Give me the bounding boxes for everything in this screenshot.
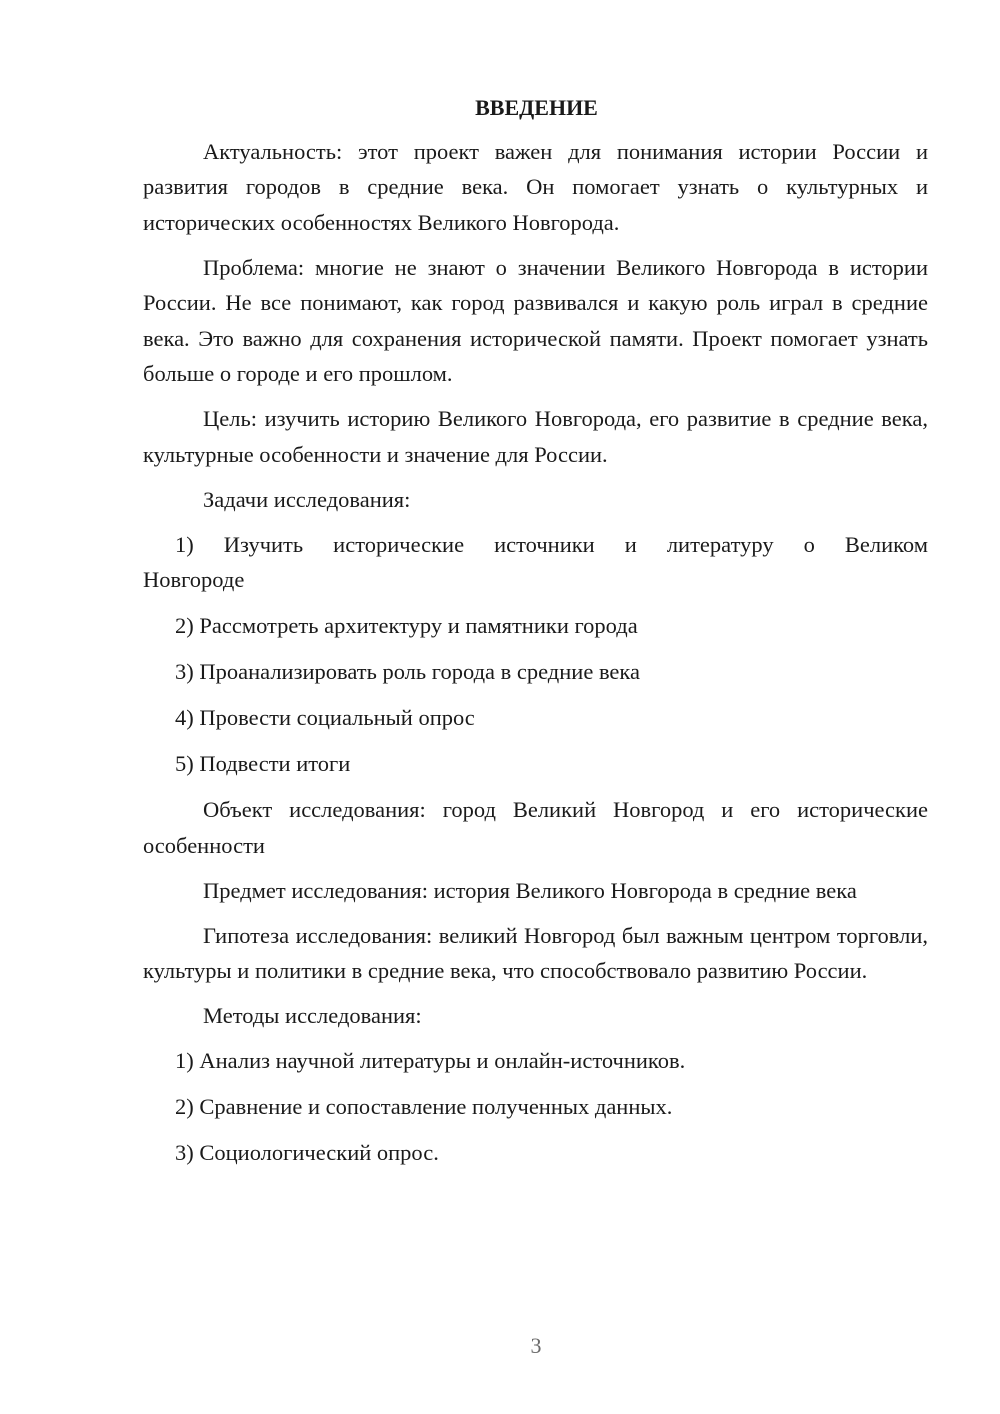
document-page (143, 90, 928, 1181)
task-item-4: 4) Провести социальный опрос (175, 705, 475, 730)
subject-paragraph: Предмет исследования: история Великого Новгорода в средние века (203, 877, 857, 903)
task-item-3: 3) Проанализировать роль города в средние века (175, 659, 640, 684)
object-paragraph: Объект исследования: город Великий Новгород и его исторические особенности (143, 797, 928, 858)
tasks-heading: Задачи исследования: (203, 486, 411, 512)
section-title: ВВЕДЕНИЕ (475, 95, 598, 120)
goal-paragraph: Цель: изучить историю Великого Новгорода, его развитие в средние века, культурные особенности и значение для России. (143, 406, 928, 467)
method-item-2: 2) Сравнение и сопоставление полученных данных. (175, 1094, 673, 1119)
problem-paragraph: Проблема: многие не знают о значении Великого Новгорода в истории России. Не все понимают, как город развивался и какую роль играл в средние века. Это важно для сохранения исторической памяти. Проект помогает узнать больше о городе и его прошлом. (143, 254, 928, 386)
method-item-3: 3) Социологический опрос. (175, 1140, 439, 1165)
page-number: 3 (530, 1333, 542, 1358)
relevance-paragraph: Актуальность: этот проект важен для понимания истории России и развития городов в средние века. Он помогает узнать о культурных и исторических особенностях Великого Новгорода. (143, 138, 928, 235)
task-item-1: 1) Изучить исторические источники и литературу о Великом Новгороде (143, 531, 928, 592)
method-item-1: 1) Анализ научной литературы и онлайн-источников. (175, 1048, 686, 1073)
methods-heading: Методы исследования: (203, 1003, 422, 1028)
task-item-5: 5) Подвести итоги (175, 751, 351, 776)
task-item-2: 2) Рассмотреть архитектуру и памятники города (175, 613, 638, 638)
hypothesis-paragraph: Гипотеза исследования: великий Новгород был важным центром торговли, культуры и политики в средние века, что способствовало развитию России. (143, 922, 928, 983)
